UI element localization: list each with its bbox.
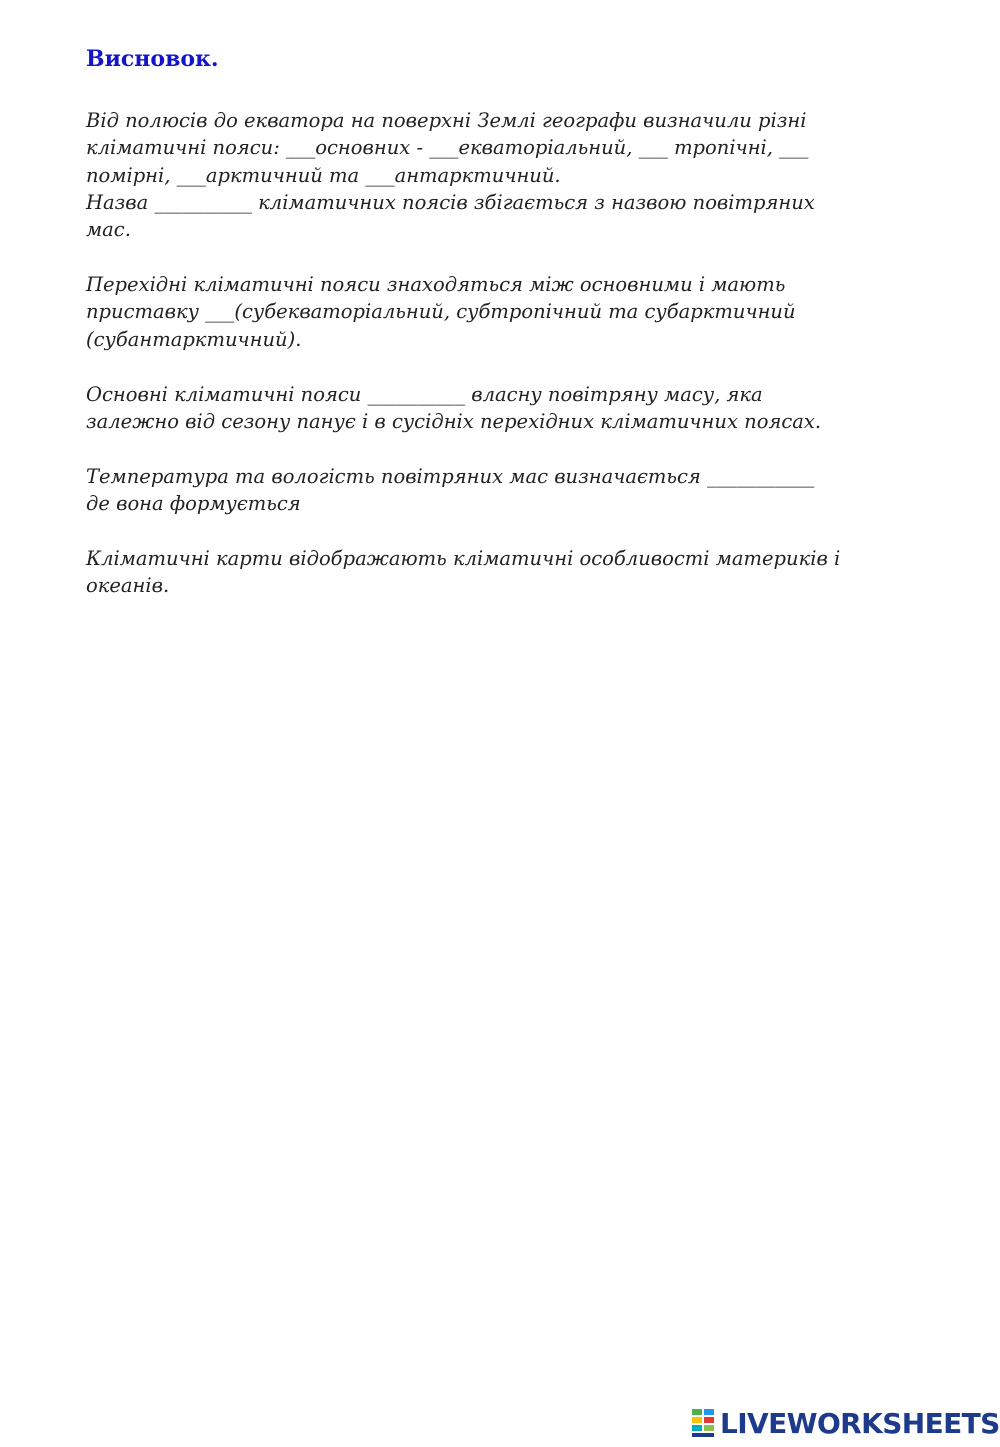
text-line: океанів. [86, 574, 170, 598]
conclusion-heading: Висновок. [86, 46, 219, 72]
paragraph-main-belts [86, 381, 916, 436]
text-line: Основні кліматичні пояси __________ власну повітряну масу, яка [86, 383, 763, 406]
brand-name: LIVEWORKSHEETS [720, 1406, 1000, 1440]
text-line: Від полюсів до екватора на поверхні Землі географи визначили різні [86, 109, 807, 132]
text-line: Перехідні кліматичні пояси знаходяться між основними і мають [86, 273, 786, 296]
text-line: мас. [86, 218, 131, 242]
text-line: залежно від сезону панує і в сусідніх перехідних кліматичних поясах. [86, 410, 822, 434]
paragraph-climate-belts [86, 107, 916, 243]
text-line: кліматичні пояси: ___основних - ___екваторіальний, ___ тропічні, ___ [86, 136, 809, 160]
paragraph-air-masses [86, 463, 916, 518]
liveworksheets-brand [692, 1406, 1000, 1440]
text-line: (субантарктичний). [86, 327, 302, 351]
text-line: помірні, ___арктичний та ___антарктичний. [86, 163, 561, 187]
text-line: де вона формується [86, 492, 301, 516]
paragraph-transitional-belts [86, 271, 916, 353]
text-line: Температура та вологість повітряних мас визначається ___________ [86, 465, 815, 488]
liveworksheets-logo-icon [692, 1409, 714, 1437]
text-line: приставку ___(субекваторіальний, субтропічний та субарктичний [86, 300, 796, 324]
text-line: Назва __________ кліматичних поясів збігається з назвою повітряних [86, 190, 815, 214]
text-line: Кліматичні карти відображають кліматичні особливості материків і [86, 547, 841, 570]
paragraph-climate-maps [86, 545, 916, 600]
